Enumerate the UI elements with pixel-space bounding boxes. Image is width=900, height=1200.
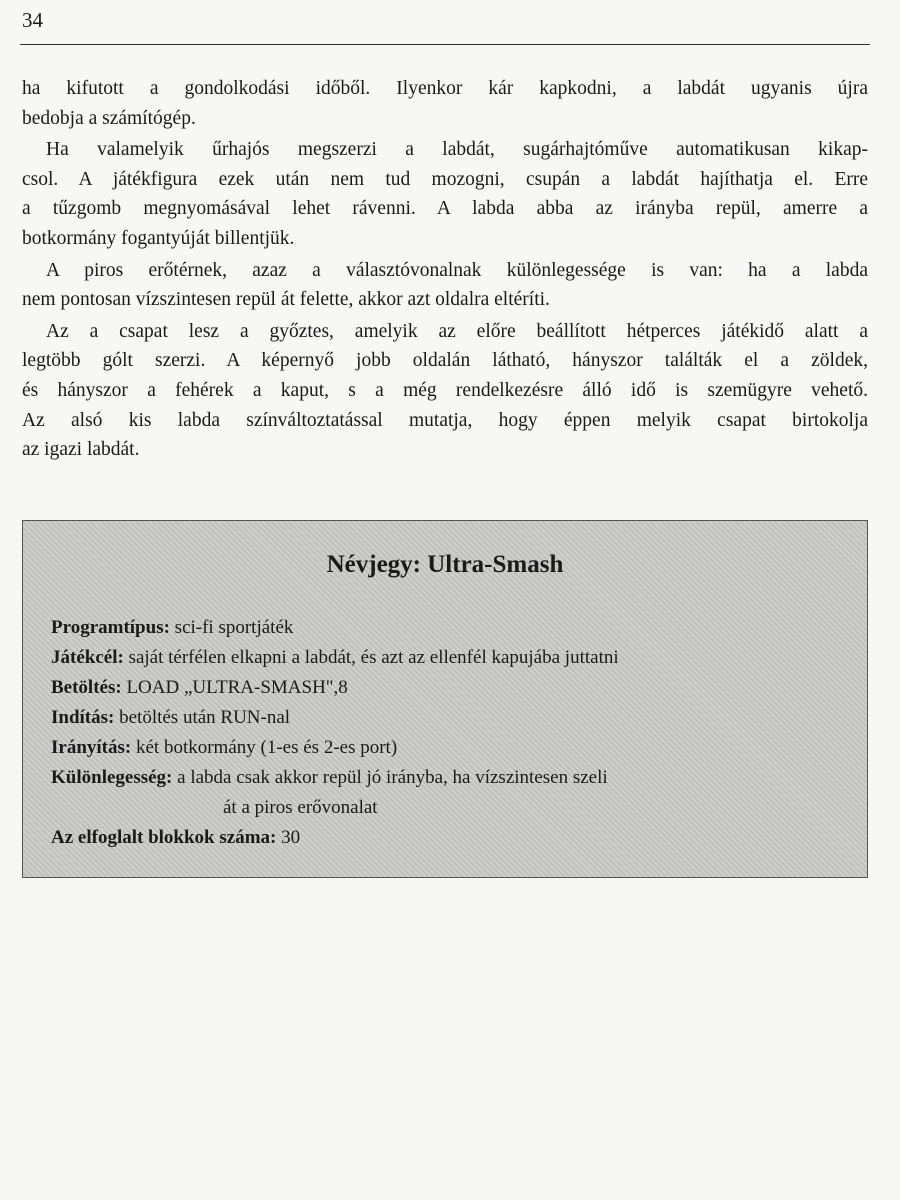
fact-special-continuation: át a piros erővonalat: [223, 797, 378, 818]
text-line: A piros erőtérnek, azaz a választóvonalnak különlegessége is van: ha a labda: [46, 259, 868, 281]
text-line: legtöbb gólt szerzi. A képernyő jobb oldalán látható, hányszor találták el a zöldek,: [22, 350, 868, 372]
fact-label: Irányítás:: [51, 737, 132, 758]
fact-value: saját térfélen elkapni a labdát, és azt az ellenfél kapujába juttatni: [128, 647, 619, 668]
paragraph: [22, 74, 868, 133]
fact-value: LOAD „ULTRA-SMASH",8: [126, 677, 348, 698]
paragraph: [22, 317, 868, 465]
fact-value: 30: [281, 827, 301, 848]
text-line: Az a csapat lesz a győztes, amelyik az előre beállított hétperces játékidő alatt a: [46, 320, 868, 342]
fact-label: Játékcél:: [51, 647, 124, 668]
text-line: és hányszor a fehérek a kaput, s a még rendelkezésre álló idő is szemügyre vehető.: [22, 379, 868, 401]
text-line: Az alsó kis labda színváltoztatással mutatja, hogy éppen melyik csapat birtokolja: [22, 409, 868, 431]
text-line: bedobja a számítógép.: [22, 107, 196, 129]
body-text: [22, 74, 868, 467]
text-line: csol. A játékfigura ezek után nem tud mozogni, csupán a labdát hajíthatja el. Erre: [22, 168, 868, 190]
text-line: a tűzgomb megnyomásával lehet rávenni. A labda abba az irányba repül, amerre a: [22, 198, 868, 220]
text-line: ha kifutott a gondolkodási időből. Ilyenkor kár kapkodni, a labdát ugyanis újra: [22, 78, 868, 99]
fact-program-type: [51, 613, 619, 643]
text-line: az igazi labdát.: [22, 439, 140, 461]
text-line: nem pontosan vízszintesen repül át felette, akkor azt oldalra eltéríti.: [22, 289, 550, 311]
text-line: Ha valamelyik űrhajós megszerzi a labdát, sugárhajtóműve automatikusan kikap-: [46, 139, 868, 161]
fact-value: a labda csak akkor repül jó irányba, ha vízszintesen szeli: [177, 767, 608, 788]
fact-loading: [51, 673, 619, 703]
fact-label: Az elfoglalt blokkok száma:: [51, 827, 277, 848]
fact-label: Különlegesség:: [51, 767, 173, 788]
fact-label: Betöltés:: [51, 677, 122, 698]
text-line: botkormány fogantyúját billentjük.: [22, 227, 295, 249]
page-number: 34: [22, 8, 43, 32]
fact-goal: [51, 643, 619, 673]
fact-start: [51, 703, 619, 733]
fact-value: sci-fi sportjáték: [174, 617, 294, 638]
info-box: [22, 520, 868, 878]
fact-label: Programtípus:: [51, 617, 170, 638]
fact-controls: [51, 733, 619, 763]
paragraph: [22, 256, 868, 315]
fact-label: Indítás:: [51, 707, 115, 728]
header-rule: [20, 44, 870, 45]
fact-list: [51, 613, 619, 853]
info-box-title: Névjegy: Ultra-Smash: [326, 551, 564, 578]
fact-special: [51, 763, 619, 793]
paragraph: [22, 135, 868, 253]
fact-value: két botkormány (1-es és 2-es port): [135, 737, 398, 758]
fact-value: betöltés után RUN-nal: [119, 707, 291, 728]
fact-blocks: [51, 823, 619, 853]
